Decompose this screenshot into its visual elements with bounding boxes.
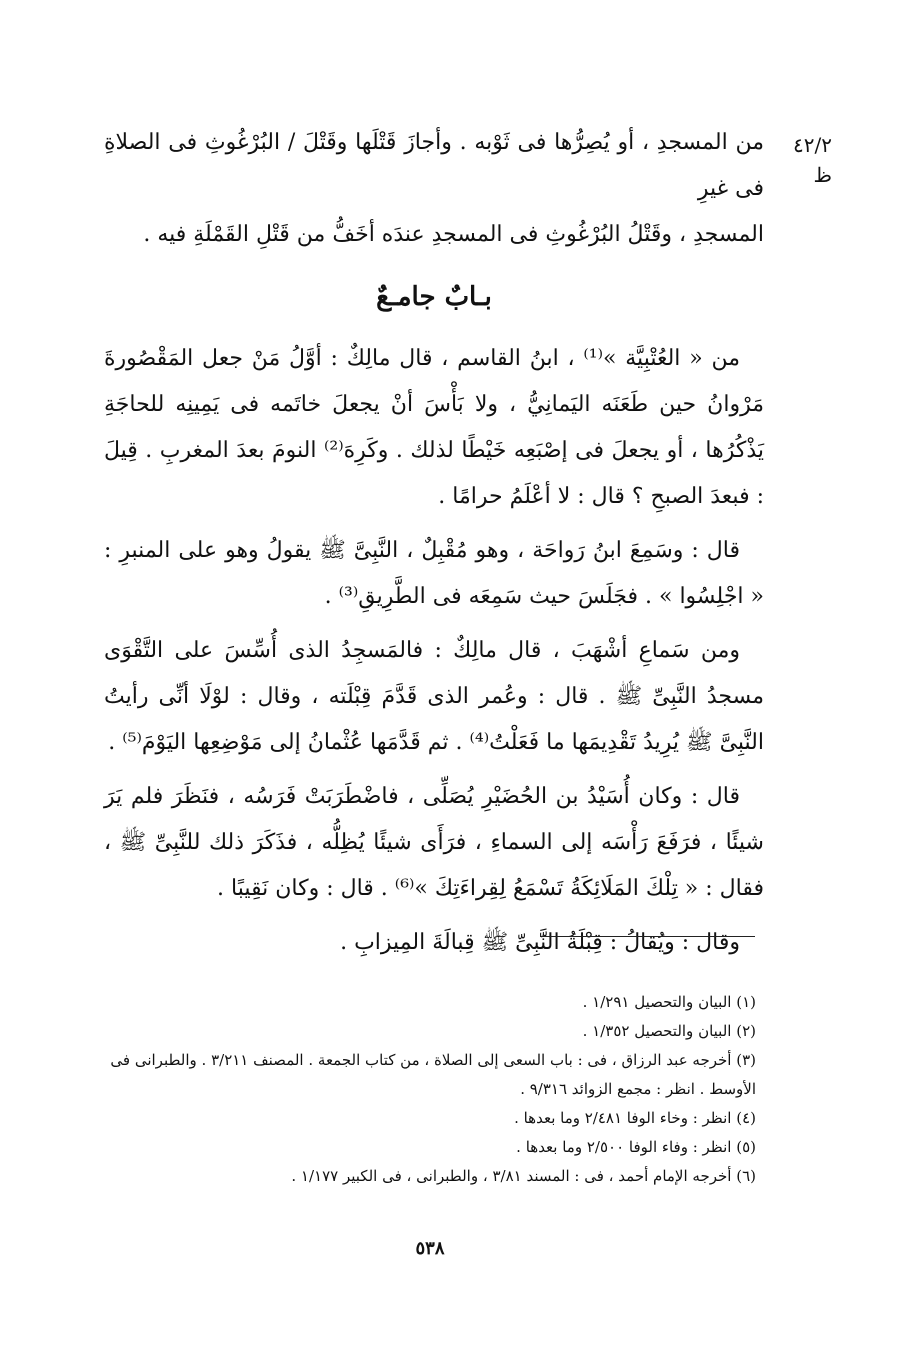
paragraph: ومن سَماعِ أشْهَبَ ، قال مالِكٌ : فالمَسجِدُ الذى أُسِّسَ على التَّقْوَى مسجدُ النَّبِىِّ ﷺ . قال : وعُمر الذى قَدَّمَ قِبْلَته ، وقال : لوْلَا أنِّى رأيتُ النَّبِىَّ ﷺ يُرِيدُ تَقْدِيمَها ما فَعَلْتُ⁽⁴⁾ . ثم قَدَّمَها عُثْمانُ إلى مَوْضِعِها اليَوْمَ⁽⁵⁾ . — [104, 638, 764, 755]
paragraph: قال : وسَمِعَ ابنُ رَواحَة ، وهو مُقْبِلٌ ، النَّبِىَّ ﷺ يقولُ وهو على المنبرِ : « اجْلِسُوا » . فجَلَسَ حيث سَمِعَه فى الطَّرِيقِ⁽³⁾ . — [104, 538, 764, 609]
chapter-heading: بـابٌ جامـعٌ — [376, 282, 492, 312]
paragraph: قال : وكان أُسَيْدُ بن الحُضَيْرِ يُصَلِّى ، فاضْطَرَبَتْ فَرَسُه ، فنَظَرَ فلم يَرَ شيئًا ، فرَفَعَ رَأْسَه إلى السماءِ ، فرَأَى شيئًا يُظِلُّه ، فذَكَرَ ذلك للنَّبِىِّ ﷺ ، فقال : « تِلْكَ المَلَائِكَةُ تَسْمَعُ لِقِراءَتِكَ »⁽⁶⁾ . قال : وكان نَقِيبًا . — [104, 784, 764, 901]
paragraph: وقال : ويُقالُ : قِبْلَةُ النَّبِىِّ ﷺ قِبالَةَ المِيزابِ . — [340, 930, 740, 955]
main-text — [104, 120, 764, 966]
intro-line: من المسجدِ ، أو يُصِرُّها فى ثَوْبه . وأجازَ قَتْلَها وقَتْلَ / البُرْغُوثِ فى الصلاةِ فى غيرِ — [104, 130, 764, 201]
manuscript-folio-reference: ٤٢/٢ ظ — [793, 133, 832, 187]
footnote: (٢) البيان والتحصيل ١/٣٥٢ . — [582, 1022, 756, 1040]
footnote: (٣) أخرجه عبد الرزاق ، فى : باب السعى إلى الصلاة ، من كتاب الجمعة . المصنف ٣/٢١١ . والطبرانى فى الأوسط . انظر : مجمع الزوائد ٩/٣١٦ . — [110, 1051, 756, 1098]
page-number: ٥٣٨ — [415, 1238, 445, 1259]
footnote: (٤) انظر : وخاء الوفا ٢/٤٨١ وما بعدها . — [514, 1109, 756, 1127]
footnotes — [88, 988, 756, 1191]
paragraph: من « العُتْبِيَّة »⁽¹⁾ ، ابنُ القاسم ، قال مالِكٌ : أوَّلُ مَنْ جعل المَقْصُورةَ مَرْوانُ حين طَعَنَه اليَمانِيُّ ، ولا بَأْسَ أنْ يجعلَ خاتَمه فى يَمِينِه للحاجَةِ يَذْكُرُها ، أو يجعلَ فى إصْبَعِه خَيْطًا لذلك . وكَرِهَ⁽²⁾ النومَ بعدَ المغربِ . قِيلَ : فبعدَ الصبحِ ؟ قال : لا أعْلَمُ حرامًا . — [104, 346, 764, 509]
footnote: (٥) انظر : وفاء الوفا ٢/٥٠٠ وما بعدها . — [516, 1138, 756, 1156]
intro-line: المسجدِ ، وقَتْلُ البُرْغُوثِ فى المسجدِ عندَه أخَفُّ من قَتْلِ القَمْلَةِ فيه . — [143, 222, 764, 247]
footnote: (٦) أخرجه الإمام أحمد ، فى : المسند ٣/٨١ ، والطبرانى ، فى الكبير ١/١٧٧ . — [291, 1167, 756, 1185]
footnote-divider — [540, 936, 755, 937]
footnote: (١) البيان والتحصيل ١/٢٩١ . — [582, 993, 756, 1011]
